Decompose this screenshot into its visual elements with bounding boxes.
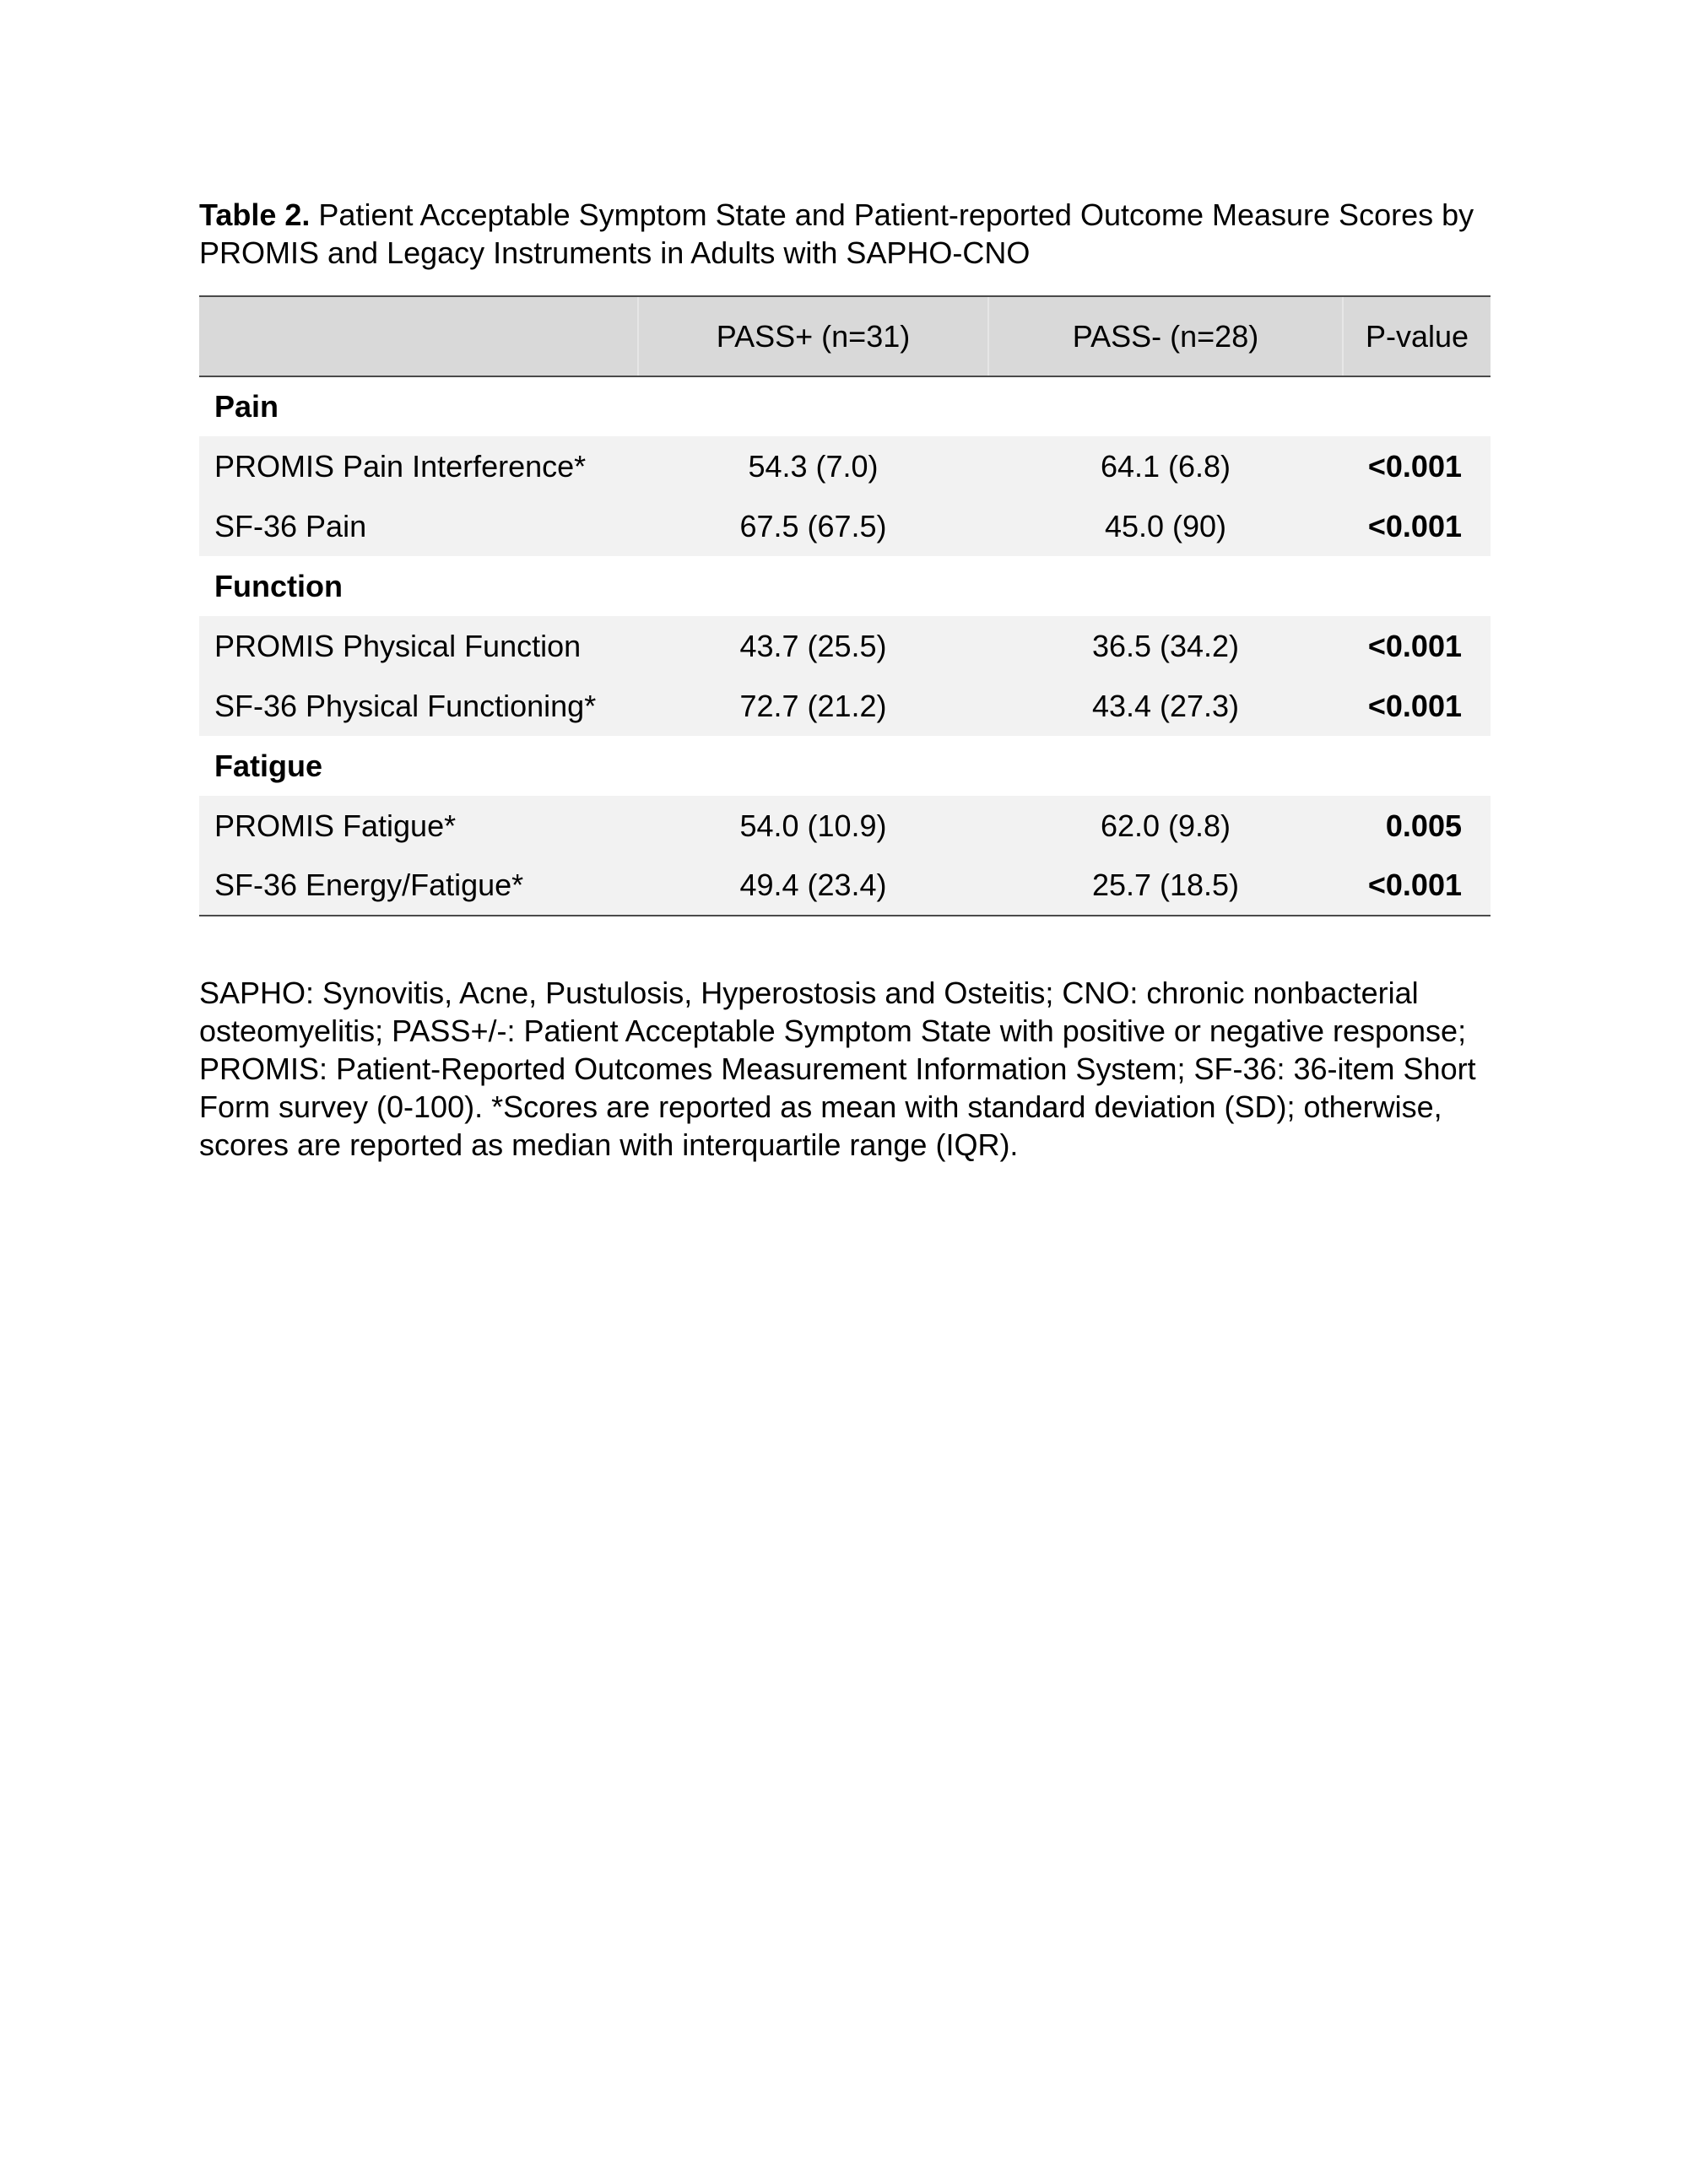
results-table [199, 295, 1491, 916]
p-value: <0.001 [1343, 856, 1491, 916]
pass-negative-value: 25.7 (18.5) [988, 856, 1343, 916]
table-row [199, 796, 1491, 856]
header-pass-negative: PASS- (n=28) [988, 296, 1343, 376]
measure-name: SF-36 Energy/Fatigue* [199, 856, 638, 916]
section-title: Pain [199, 376, 1491, 436]
pass-positive-value: 54.3 (7.0) [638, 436, 988, 496]
table-row [199, 436, 1491, 496]
p-value: <0.001 [1343, 436, 1491, 496]
table-caption-label: Table 2. [199, 197, 311, 232]
pass-negative-value: 45.0 (90) [988, 496, 1343, 556]
table-header-row [199, 296, 1491, 376]
p-value: <0.001 [1343, 676, 1491, 736]
header-p-value: P-value [1343, 296, 1491, 376]
section-row-function [199, 556, 1491, 616]
measure-name: PROMIS Fatigue* [199, 796, 638, 856]
header-empty [199, 296, 638, 376]
table-row [199, 856, 1491, 916]
pass-positive-value: 72.7 (21.2) [638, 676, 988, 736]
p-value: <0.001 [1343, 496, 1491, 556]
pass-negative-value: 36.5 (34.2) [988, 616, 1343, 676]
table-caption-text: Patient Acceptable Symptom State and Patient-reported Outcome Measure Scores by PROMIS and Legacy Instruments in Adults with SAPHO-CNO [199, 197, 1474, 270]
section-title: Function [199, 556, 1491, 616]
p-value: <0.001 [1343, 616, 1491, 676]
section-title: Fatigue [199, 736, 1491, 796]
pass-negative-value: 62.0 (9.8) [988, 796, 1343, 856]
measure-name: SF-36 Physical Functioning* [199, 676, 638, 736]
document-page [199, 196, 1491, 1194]
measure-name: PROMIS Pain Interference* [199, 436, 638, 496]
section-row-pain [199, 376, 1491, 436]
section-row-fatigue [199, 736, 1491, 796]
measure-name: SF-36 Pain [199, 496, 638, 556]
table-row [199, 496, 1491, 556]
pass-positive-value: 54.0 (10.9) [638, 796, 988, 856]
table-caption [199, 196, 1491, 272]
header-pass-positive: PASS+ (n=31) [638, 296, 988, 376]
pass-positive-value: 49.4 (23.4) [638, 856, 988, 916]
p-value: 0.005 [1343, 796, 1491, 856]
table-row [199, 616, 1491, 676]
table-row [199, 676, 1491, 736]
pass-positive-value: 43.7 (25.5) [638, 616, 988, 676]
table-footnote: SAPHO: Synovitis, Acne, Pustulosis, Hyperostosis and Osteitis; CNO: chronic nonbacterial osteomyelitis; PASS+/-: Patient Acceptable Symptom State with positive or negative response; PROMIS: Patient-Reported Outcomes Measurement Information System; SF-36: 36-item Short Form survey (0-100). *Scores are reported as mean with standard deviation (SD); otherwise, scores are reported as median with interquartile range (IQR). [199, 976, 1476, 1162]
pass-positive-value: 67.5 (67.5) [638, 496, 988, 556]
pass-negative-value: 43.4 (27.3) [988, 676, 1343, 736]
pass-negative-value: 64.1 (6.8) [988, 436, 1343, 496]
measure-name: PROMIS Physical Function [199, 616, 638, 676]
